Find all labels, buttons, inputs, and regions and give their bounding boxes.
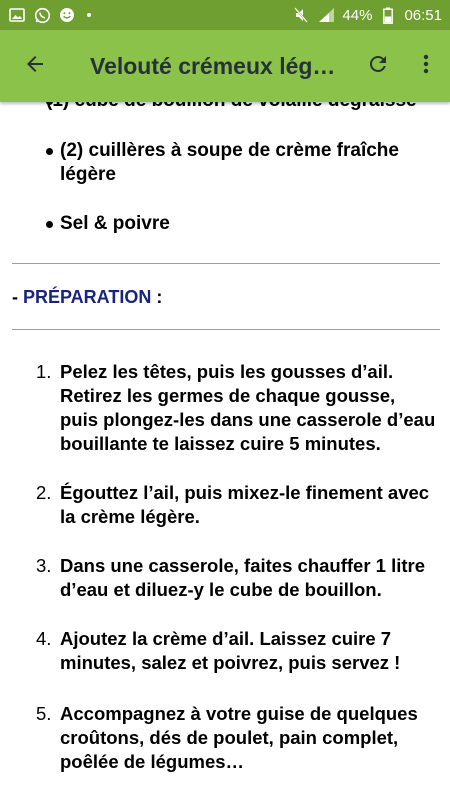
ingredient-text: Sel & poivre xyxy=(60,213,170,234)
step-item xyxy=(36,627,436,675)
signal-icon xyxy=(317,6,335,24)
refresh-icon xyxy=(366,52,390,81)
notification-dot-icon xyxy=(87,13,91,17)
step-item xyxy=(36,481,436,529)
status-bar-right xyxy=(292,6,442,24)
divider xyxy=(12,329,440,330)
bullet-icon xyxy=(46,148,53,155)
more-options-button[interactable] xyxy=(402,30,450,102)
page-title: Velouté crémeux lég… xyxy=(90,52,336,79)
step-number: 2. xyxy=(36,482,52,503)
battery-percent: 44% xyxy=(342,6,373,24)
smiley-icon xyxy=(58,6,76,24)
ingredient-item xyxy=(46,139,430,187)
battery-icon xyxy=(379,6,397,24)
section-dash: - xyxy=(12,287,23,307)
step-number: 5. xyxy=(36,703,52,724)
more-vert-icon xyxy=(414,52,438,81)
status-bar xyxy=(0,0,450,30)
step-text: Pelez les têtes, puis les gousses d’ail. Retirez les germes de chaque gousse, puis plongez-les dans une casserole d’eau bouillante te laissez cuire 5 minutes. xyxy=(60,361,436,454)
mute-icon xyxy=(292,6,310,24)
section-title: PRÉPARATION xyxy=(23,287,152,307)
ingredient-text: (2) cuillères à soupe de crème fraîche légère xyxy=(60,140,399,185)
refresh-button[interactable] xyxy=(354,30,402,102)
step-text: Ajoutez la crème d’ail. Laissez cuire 7 minutes, salez et poivrez, puis servez ! xyxy=(60,628,401,673)
step-number: 3. xyxy=(36,555,52,576)
whatsapp-icon xyxy=(33,6,51,24)
bullet-icon xyxy=(46,221,53,228)
step-item xyxy=(36,554,436,602)
ingredient-item xyxy=(46,212,430,236)
step-number: 1. xyxy=(36,361,52,382)
step-text: Dans une casserole, faites chauffer 1 litre d’eau et diluez-y le cube de bouillon. xyxy=(60,555,426,600)
step-text: Égouttez l’ail, puis mixez-le finement avec la crème légère. xyxy=(60,482,430,527)
clock: 06:51 xyxy=(404,6,442,24)
app-bar xyxy=(0,30,450,102)
divider xyxy=(12,263,440,264)
section-suffix: : xyxy=(151,287,163,307)
arrow-back-icon xyxy=(23,52,47,81)
back-button[interactable] xyxy=(0,30,70,102)
step-number: 4. xyxy=(36,628,52,649)
step-item xyxy=(36,702,436,774)
image-icon xyxy=(8,6,26,24)
status-bar-left xyxy=(8,6,91,24)
step-item xyxy=(36,360,436,456)
step-text: Accompagnez à votre guise de quelques croûtons, dés de poulet, pain complet, poêlée de légumes… xyxy=(60,703,418,772)
recipe-content[interactable] xyxy=(0,102,450,800)
section-heading xyxy=(12,287,162,308)
